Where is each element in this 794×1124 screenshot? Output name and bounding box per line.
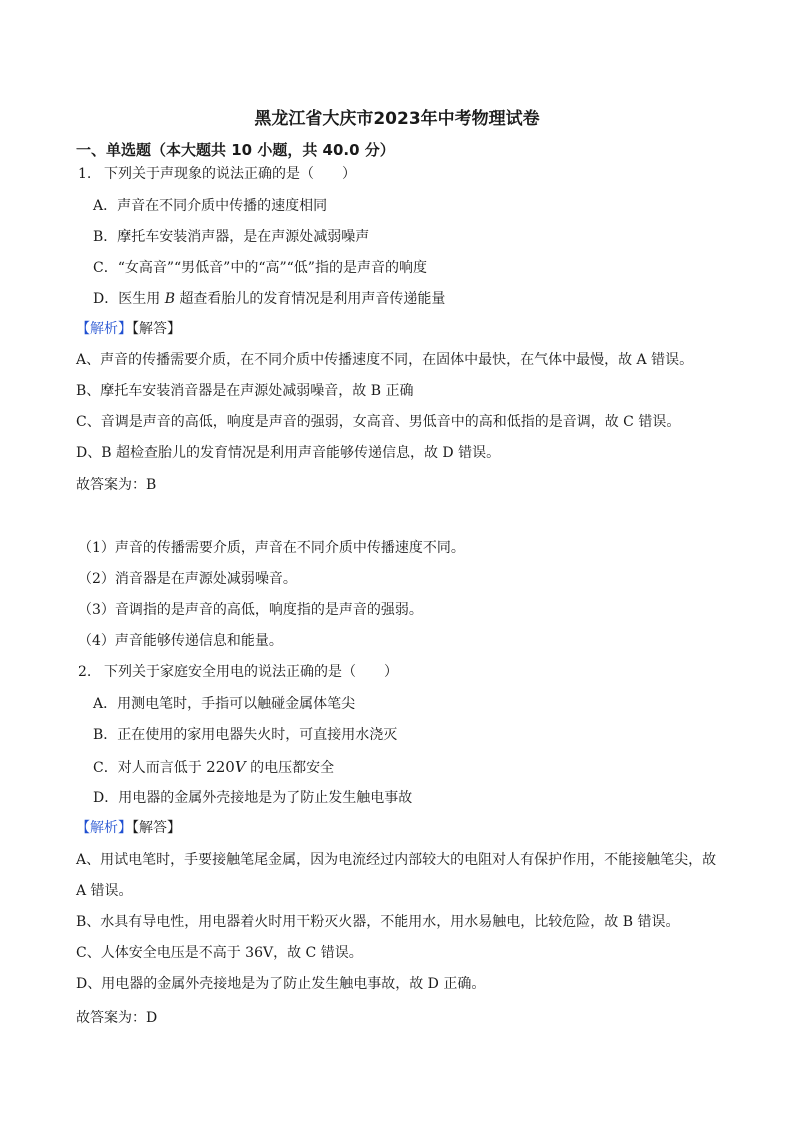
q2-option-c xyxy=(93,757,334,778)
analysis-tag: 【解析】 xyxy=(76,321,132,337)
q2-analysis-line: A、用试电笔时，手要接触笔尾金属，因为电流经过内部较大的电阻对人有保护作用，不能接触笔尖，故 xyxy=(76,852,717,868)
q1-answer: 故答案为：B xyxy=(76,477,157,493)
option-text: C．对人而言低于 xyxy=(93,760,202,776)
q2-analysis-line: A 错误。 xyxy=(76,883,133,899)
option-text: 超查看胎儿的发育情况是利用声音传递能量 xyxy=(179,291,446,307)
q2-analysis-line: B、水具有导电性，用电器着火时用干粉灭火器，不能用水，用水易触电，比较危险，故 B 错误。 xyxy=(76,914,680,930)
answer-tag: 【解答】 xyxy=(132,820,181,836)
option-symbol: B xyxy=(164,291,175,307)
q1-point: （2）消音器是在声源处减弱噪音。 xyxy=(78,571,297,587)
q1-point: （3）音调指的是声音的高低，响度指的是声音的强弱。 xyxy=(78,602,423,618)
q2-option-a: A．用测电笔时，手指可以触碰金属体笔尖 xyxy=(93,696,356,712)
answer-tag: 【解答】 xyxy=(132,321,181,337)
q1-analysis-line: B、摩托车安装消音器是在声源处减弱噪音，故 B 正确 xyxy=(76,383,414,399)
q2-analysis-line: D、用电器的金属外壳接地是为了防止发生触电事故，故 D 正确。 xyxy=(76,976,486,992)
question-text: 下列关于声现象的说法正确的是（ ） xyxy=(104,166,356,182)
page-title: 黑龙江省大庆市2023年中考物理试卷 xyxy=(254,109,540,129)
question-text: 下列关于家庭安全用电的说法正确的是（ ） xyxy=(104,664,398,680)
q1-point: （4）声音能够传递信息和能量。 xyxy=(78,633,283,649)
q1-analysis-line: D、B 超检查胎儿的发育情况是利用声音能够传递信息，故 D 错误。 xyxy=(76,445,501,461)
analysis-tag: 【解析】 xyxy=(76,820,132,836)
q2-analysis-header xyxy=(76,818,181,838)
option-text: 的电压都安全 xyxy=(250,760,335,776)
q1-analysis-line: C、音调是声音的高低，响度是声音的强弱，女高音、男低音中的高和低指的是音调，故 C 错误。 xyxy=(76,414,681,430)
q1-option-c: C．“女高音”“男低音”中的“高”“低”指的是声音的响度 xyxy=(93,260,427,276)
q2-analysis-line: C、人体安全电压是不高于 36V，故 C 错误。 xyxy=(76,945,363,961)
q2-option-b: B．正在使用的家用电器失火时，可直接用水浇灭 xyxy=(93,727,398,743)
option-text: D．医生用 xyxy=(93,291,161,307)
q1-point: （1）声音的传播需要介质，声音在不同介质中传播速度不同。 xyxy=(78,540,465,556)
section-heading: 一、单选题（本大题共 10 小题，共 40.0 分） xyxy=(76,141,395,159)
q2-option-d: D．用电器的金属外壳接地是为了防止发生触电事故 xyxy=(93,790,413,806)
voltage-value: 220 xyxy=(206,758,235,776)
q1-analysis-line: A、声音的传播需要介质，在不同介质中传播速度不同，在固体中最快，在气体中最慢，故 A 错误。 xyxy=(76,352,694,368)
q1-analysis-header xyxy=(76,319,181,339)
voltage-unit: V xyxy=(234,758,246,776)
q1-option-a: A．声音在不同介质中传播的速度相同 xyxy=(93,198,328,214)
q1-option-d xyxy=(93,289,445,309)
question-1-stem xyxy=(78,164,356,184)
q2-answer: 故答案为：D xyxy=(76,1010,158,1026)
question-2-stem xyxy=(78,662,398,682)
q1-option-b: B．摩托车安装消声器，是在声源处减弱噪声 xyxy=(93,229,370,245)
question-number: 1. xyxy=(78,166,92,182)
question-number: 2. xyxy=(78,664,92,680)
